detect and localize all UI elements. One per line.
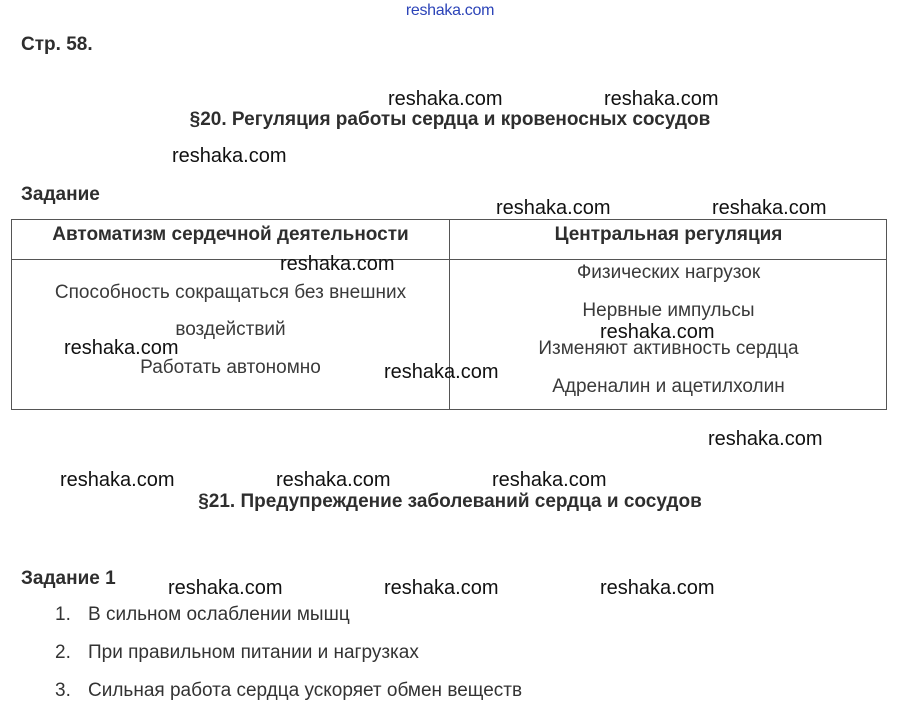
watermark: reshaka.com <box>496 197 611 219</box>
table-header-divider <box>12 259 886 260</box>
watermark: reshaka.com <box>604 88 719 110</box>
watermark: reshaka.com <box>280 253 395 275</box>
watermark: reshaka.com <box>172 145 287 167</box>
section-title-21: §21. Предупреждение заболеваний сердца и сосудов <box>198 491 702 512</box>
list-item <box>55 642 419 664</box>
list-item <box>55 680 522 702</box>
watermark: reshaka.com <box>712 197 827 219</box>
list-item-text: Сильная работа сердца ускоряет обмен веществ <box>88 680 523 701</box>
table-header-central-regulation: Центральная регуляция <box>554 224 783 245</box>
table-cell: Работать автономно <box>140 357 321 378</box>
table-cell: Способность сокращаться без внешних <box>54 282 407 303</box>
table-cell: Физических нагрузок <box>576 262 761 283</box>
list-item-number: 2. <box>55 642 71 663</box>
list-item-number: 1. <box>55 604 71 625</box>
watermark: reshaka.com <box>276 469 391 491</box>
table-cell: Нервные импульсы <box>582 300 755 321</box>
table-header-automatism: Автоматизм сердечной деятельности <box>52 224 409 245</box>
watermark: reshaka.com <box>388 88 503 110</box>
site-watermark-top: reshaka.com <box>405 2 495 19</box>
watermark: reshaka.com <box>600 577 715 599</box>
watermark: reshaka.com <box>492 469 607 491</box>
watermark: reshaka.com <box>708 428 823 450</box>
table-cell: Адреналин и ацетилхолин <box>552 376 785 397</box>
task-label: Задание <box>21 184 100 205</box>
watermark: reshaka.com <box>60 469 175 491</box>
watermark: reshaka.com <box>64 337 179 359</box>
list-item <box>55 604 350 626</box>
watermark: reshaka.com <box>384 577 499 599</box>
list-item-text: В сильном ослаблении мышц <box>88 604 350 625</box>
watermark: reshaka.com <box>600 321 715 343</box>
table-cell: Изменяют активность сердца <box>538 338 799 359</box>
list-item-text: При правильном питании и нагрузках <box>88 642 419 663</box>
task-label-1: Задание 1 <box>21 568 116 589</box>
list-item-number: 3. <box>55 680 71 701</box>
page-label: Стр. 58. <box>21 34 93 55</box>
section-title-20: §20. Регуляция работы сердца и кровеносных сосудов <box>189 109 711 130</box>
watermark: reshaka.com <box>168 577 283 599</box>
table-cell: воздействий <box>175 319 286 340</box>
watermark: reshaka.com <box>384 361 499 383</box>
